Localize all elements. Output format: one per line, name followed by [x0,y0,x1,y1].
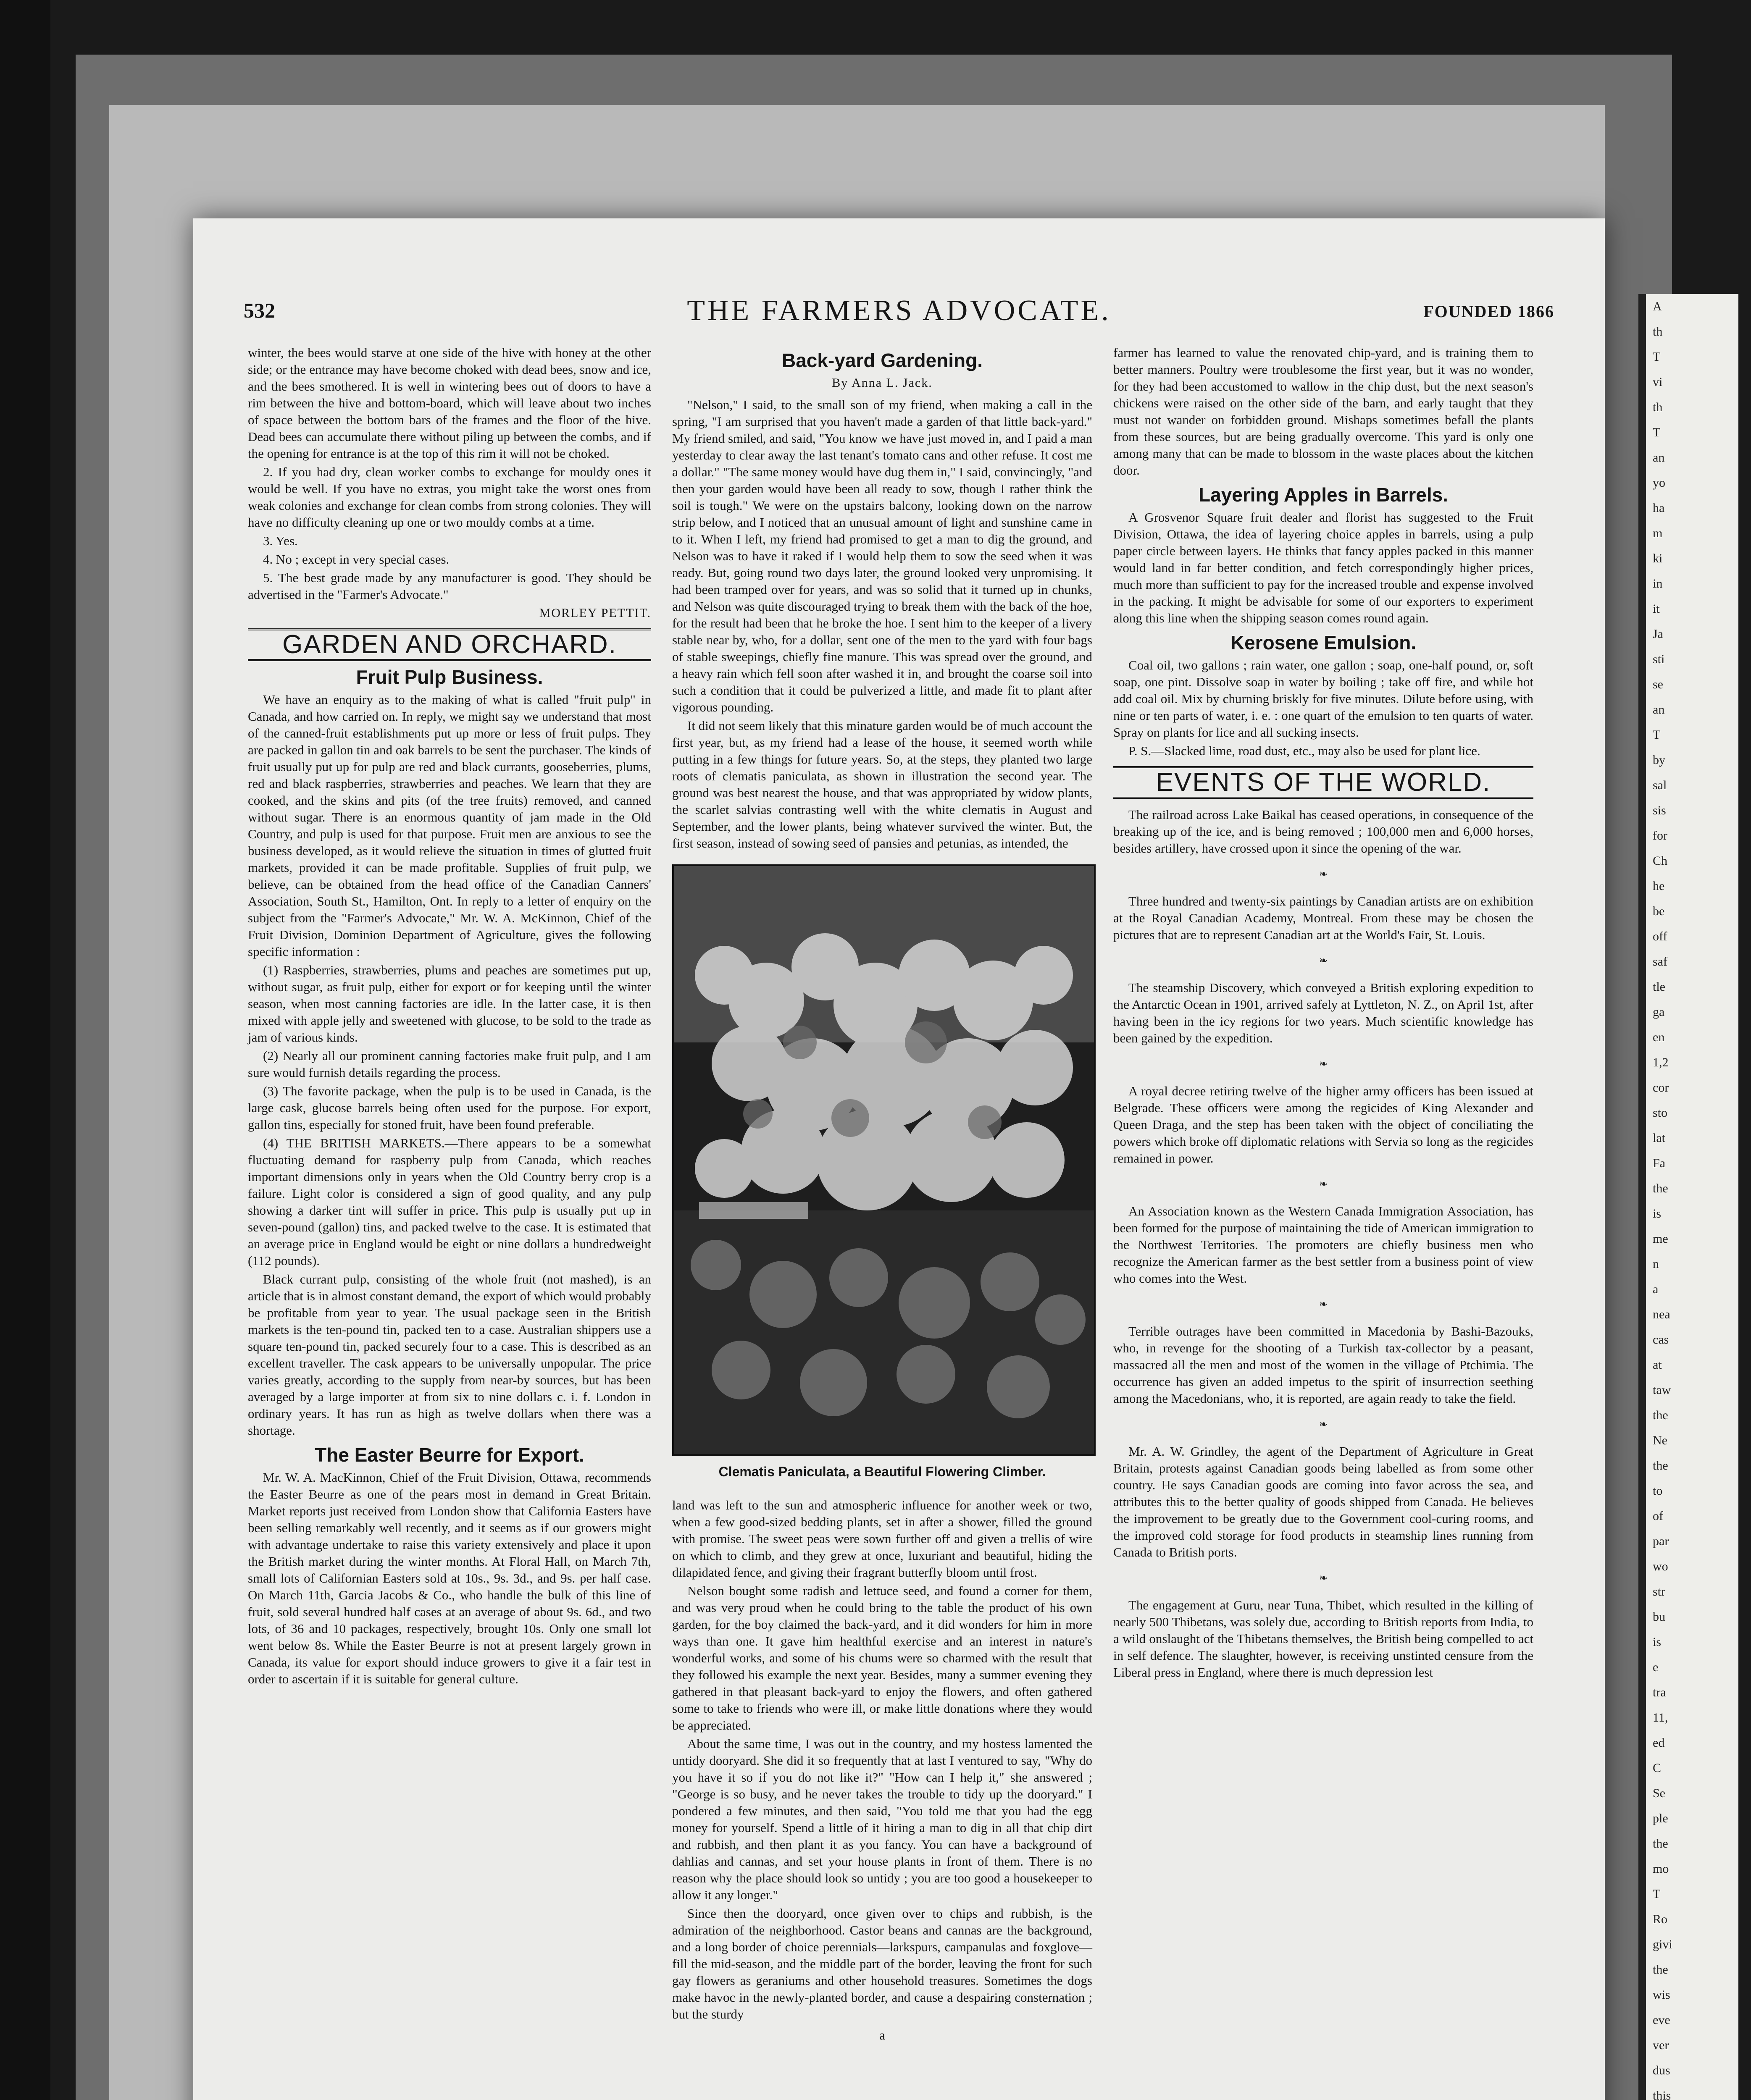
strip-fragment: T [1653,425,1661,439]
event-item: The steamship Discovery, which conveyed a British exploring expedition to the Antarctic Ocean in 1901, arrived safely at Lyttleton, N. Z., on April 1st, after having been in the icy regions for two years. Much scientific knowledge has been gained by the expedition. [1113,980,1533,1045]
article-heading: The Easter Beurre for Export. [315,1444,584,1466]
article-heading: Layering Apples in Barrels. [1199,484,1448,506]
strip-fragment: ple [1653,1811,1668,1825]
strip-fragment: ed [1653,1736,1665,1750]
strip-fragment: nea [1653,1307,1670,1321]
strip-fragment: it [1653,602,1660,616]
strip-fragment: bu [1653,1610,1665,1624]
strip-fragment: at [1653,1358,1662,1372]
article-paragraph: land was left to the sun and atmospheric influence for another week or two, when a few good-sized bedding plants, set in after a shower, filled the ground with promise. The sweet peas were sown further off and given a trellis of wire on which to climb, and they grew at once, luxuriant and beautiful, hiding the dilapidated fence, and giving their fragrant butterfly bloom until frost. [672,1498,1092,1580]
strip-fragment: by [1653,753,1665,767]
article-paragraph: Nelson bought some radish and lettuce seed, and found a corner for them, and was very proud when he could bring to the table the product of his own garden, for the boy claimed the back-yard, and it did wonders for him in more ways than one. It gave him healthful exercise and an interest in nature's wonderful works, and some of his chums were so charmed with the result that they followed his example the next year. Besides, many a summer evening they gathered in that pleasant back-yard to enjoy the flowers, and often gathered some to take to friends who were ill, or make little donations where they would be appreciated. [672,1583,1092,1732]
separator-ornament: ❧ [1319,956,1328,966]
article-paragraph: winter, the bees would starve at one side of the hive with honey at the other side; or the entrance may have become choked with dead bees, snow and ice, and the bees smothered. It is well in wintering bees out of doors to have a rim between the hive and bottom-board, which will leave about two inches of space between the bottom bars of the frames and the floor of the hive. Dead bees can accumulate there without piling up between the combs, and if the opening for entrance is at the top of this rim it will not be choked. [248,345,651,461]
article-paragraph: (3) The favorite package, when the pulp is to be used in Canada, is the large cask, glucose barrels being often used for the purpose. For export, gallon tins, especially for stoned fruit, have been found preferable. [248,1084,651,1132]
page-footer-mark: a [879,2028,885,2042]
strip-fragment: se [1653,677,1663,691]
strip-fragment: th [1653,325,1663,339]
strip-fragment: Ja [1653,627,1663,641]
strip-fragment: tra [1653,1685,1666,1699]
strip-fragment: e [1653,1660,1659,1674]
strip-fragment: is [1653,1207,1662,1221]
strip-fragment: off [1653,929,1667,943]
strip-fragment: str [1653,1585,1665,1599]
event-item: The railroad across Lake Baikal has ceased operations, in consequence of the breaking up of the ice, and is being removed ; 100,000 men and 6,000 horses, besides artillery, have crossed upon it since the opening of the war. [1113,807,1533,856]
strip-fragment: for [1653,829,1667,843]
strip-fragment: tle [1653,980,1665,994]
strip-fragment: givi [1653,1937,1672,1951]
adjacent-page-strip [1638,294,1738,2100]
article-paragraph: We have an enquiry as to the making of what is called "fruit pulp" in Canada, and how carried on. In reply, we might say we understand that most of the canned-fruit establishments put up more or less of fruit pulps. They are packed in gallon tin and oak barrels to be sent the purchaser. The kinds of fruit usually put up for pulp are red and black currants, gooseberries, plums, red and black raspberries, strawberries and peaches. We learn that they are cooked, and the skins and pits (of the tree fruits) removed, and canned without sugar. There is an enormous quantity of jam made in the Old Country, and pulp is used for that purpose. Fruit men are anxious to see the business developed, as it would relieve the situation in times of glutted fruit markets, provided it can be made profitable. Supplies of fruit pulp, we believe, can be obtained from the head office of the Canadian Canners' Association, South St., Hamilton, Ont. In reply to a letter of enquiry on the subject from the "Farmer's Advocate," Mr. W. A. McKinnon, Chief of the Fruit Division, Dominion Department of Agriculture, gives the following specific information : [248,692,651,959]
event-item: An Association known as the Western Canada Immigration Association, has been formed for the purpose of maintaining the tide of American immigration to the Northwest Territories. The promoters are chiefly business men who recognize the American farmer as the best settler from a business point of view who comes into the West. [1113,1204,1533,1286]
separator-ornament: ❧ [1319,1059,1328,1070]
section-heading-garden: GARDEN AND ORCHARD. [248,628,651,661]
strip-fragment: me [1653,1232,1668,1246]
masthead: THE FARMERS ADVOCATE. [687,294,1111,327]
strip-fragment: be [1653,904,1665,918]
page-number: 532 [244,299,275,322]
strip-fragment: C [1653,1761,1662,1775]
article-heading: Kerosene Emulsion. [1230,632,1417,654]
strip-fragment: ver [1653,2038,1669,2052]
strip-fragment: the [1653,1963,1668,1977]
strip-fragment: mo [1653,1862,1669,1876]
strip-fragment: Fa [1653,1156,1665,1170]
strip-fragment: saf [1653,955,1667,969]
strip-fragment: in [1653,577,1663,591]
strip-fragment: sti [1653,652,1665,666]
bee-answers [248,344,651,622]
strip-fragment: T [1653,1887,1661,1901]
event-item: Terrible outrages have been committed in Macedonia by Bashi-Bazouks, who, in revenge for the shooting of a Turkish tax-collector by a peasant, massacred all the men and most of the women in the village of Ptchimia. The occurrence has given an added impetus to the spirit of insurrection seething among the Macedonians, who, it is reported, are again ready to take the field. [1113,1324,1533,1406]
strip-fragment: the [1653,1837,1668,1851]
event-item: Mr. A. W. Grindley, the agent of the Department of Agriculture in Great Britain, protests against Canadian goods being labelled as from some other country. He says Canadian goods are coming into favor across the sea, and attributes this to the better quality of goods shipped from Canada. He believes the improvement to be greatly due to the Government cool-curing rooms, and the improved cold storage for food products in steamship lines running from Canada to British ports. [1113,1444,1533,1559]
author-signature: MORLEY PETTIT. [539,606,651,620]
article-paragraph: 5. The best grade made by any manufacturer is good. They should be advertised in the "Farmer's Advocate." [248,570,651,602]
separator-ornament: ❧ [1319,1299,1328,1310]
strip-fragment: an [1653,451,1665,465]
column-3 [1113,344,1533,1683]
strip-fragment: ha [1653,501,1665,515]
strip-fragment: cor [1653,1081,1669,1095]
strip-fragment: a [1653,1282,1659,1296]
strip-fragment: 1,2 [1653,1055,1669,1069]
strip-fragment: the [1653,1408,1668,1422]
film-edge-left [0,0,50,2100]
strip-fragment: ga [1653,1005,1665,1019]
article-paragraph: (2) Nearly all our prominent canning factories make fruit pulp, and I am sure would furnish details regarding the process. [248,1048,651,1080]
strip-fragment: par [1653,1534,1669,1548]
event-item: The engagement at Guru, near Tuna, Thibet, which resulted in the killing of nearly 500 Thibetans, was solely due, according to British reports from India, to a wild onslaught of the Thibetans themselves, the British being compelled to act in self defence. The slaughter, however, is receiving unstinted censure from the Liberal press in England, where there is much depression lest [1113,1598,1533,1680]
strip-fragment: Se [1653,1786,1665,1800]
article-paragraph: (4) THE BRITISH MARKETS.—There appears to be a somewhat fluctuating demand for raspberry pulp from Canada, which reaches important dimensions only in years when the Old Country berry crop is a failure. Light color is considered a sign of good quality, and any pulp showing a darker tint will suffer in price. This pulp is usually put up in seven-pound (gallon) tins, and packed twelve to the case. It is estimated that an average price in England would be eight or nine dollars a hundredweight (112 pounds). [248,1136,651,1268]
strip-fragment: Ne [1653,1433,1667,1447]
article-paragraph: 2. If you had dry, clean worker combs to exchange for mouldy ones it would be well. If you have no extras, you might take the worst ones from weak colonies and exchange for clean combs from strong colonies. They will have no difficulty cleaning up one or two mouldy combs at a time. [248,465,651,530]
byline: By Anna L. Jack. [832,376,933,390]
event-item: A royal decree retiring twelve of the higher army officers has been issued at Belgrade. These officers were among the regicides of King Alexander and Queen Draga, and the step has been taken with the object of conciliating the powers which broke off diplomatic relations with Servia so long as the regicides remained in power. [1113,1084,1533,1166]
article-paragraph: It did not seem likely that this minature garden would be of much account the first year, but, as my friend had a lease of the house, it seemed worth while putting in a few things for future years. So, at the steps, they planted two large roots of clematis paniculata, as shown in illustration the second year. The ground was best nearest the house, and that was appropriated by widow plants, the scarlet salvias contrasting well with the white clematis in August and September, and the lower plants, being whatever survived the winter. But, the first season, instead of sowing seed of pansies and petunias, as intended, the [672,718,1092,850]
strip-fragment: A [1653,299,1662,313]
article-paragraph: 3. Yes. [263,533,298,548]
separator-ornament: ❧ [1319,869,1328,880]
strip-fragment: en [1653,1030,1665,1044]
article-heading: Fruit Pulp Business. [356,666,543,688]
column-1 [248,344,651,1689]
article-paragraph: P. S.—Slacked lime, road dust, etc., may also be used for plant lice. [1128,743,1480,758]
newspaper-page [193,218,1605,2100]
strip-fragment: sal [1653,778,1667,792]
strip-fragment: sis [1653,803,1666,817]
article-paragraph: About the same time, I was out in the country, and my hostess lamented the untidy dooryard. She did it so frequently that at last I ventured to say, "Why do you have it so if you do not like it?" "How can I help it," she answered ; "George is so busy, and he never takes the trouble to tidy up the dooryard." I pondered a few minutes, and then said, "You told me that you had the egg money for yourself. Spend a little of it hiring a man to dig in all that chip dirt and rubbish, and then plant it as you fancy. You can have a background of dahlias and cannas, and set your house plants in front of them. There is no reason why the place should look so untidy ; you are too good a housekeeper to allow it any longer." [672,1736,1092,1902]
strip-fragment: the [1653,1181,1668,1195]
strip-fragment: lat [1653,1131,1665,1145]
separator-ornament: ❧ [1319,1179,1328,1190]
strip-fragment: taw [1653,1383,1671,1397]
event-item: Three hundred and twenty-six paintings by Canadian artists are on exhibition at the Royal Canadian Academy, Montreal. From these may be chosen the pictures that are to represent Canadian art at the World's Fair, St. Louis. [1113,894,1533,942]
separator-ornament: ❧ [1319,1419,1328,1430]
strip-fragment: m [1653,526,1663,540]
strip-fragment: of [1653,1509,1663,1523]
strip-fragment: the [1653,1459,1668,1473]
article-paragraph: Mr. W. A. MacKinnon, Chief of the Fruit Division, Ottawa, recommends the Easter Beurre as one of the pears most in demand in Great Britain. Market reports just received from London show that California Easters have been selling remarkably well recently, and it seems as if our growers might with advantage undertake to raise this variety extensively and place it upon the British market during the winter months. At Floral Hall, on March 7th, small lots of Californian Easters sold at 10s., 9s. 3d., and 9s. per half case. On March 11th, Garcia Jacobs & Co., who handle the bulk of this line of fruit, sold several hundred half cases at an average of about 9s. 6d., and two lots, of 36 and 10 packages, respectively, brought 10s. Only one small lot went below 8s. While the Easter Beurre is not at present largely grown in Canada, its value for export should induce growers to give it a fair test in order to ascertain if it is suitable for general culture. [248,1470,651,1686]
article-paragraph: A Grosvenor Square fruit dealer and florist has suggested to the Fruit Division, Ottawa, the idea of layering choice apples in barrels, using a pulp paper circle between layers. He thinks that fancy apples packed in this manner would land in far better condition, and fetch correspondingly higher prices, much more than sufficient to pay for the increased trouble and expense involved in the packing. It might be advisable for some of our exporters to experiment along this line when the shipping season comes round again. [1113,510,1533,625]
founded-line: FOUNDED 1866 [1423,302,1554,321]
strip-fragment: wo [1653,1559,1668,1573]
article-paragraph: Black currant pulp, consisting of the whole fruit (not mashed), is an article that is in almost constant demand, the export of which would probably be profitable from year to year. The usual package seen in the British markets is the ten-pound tin, packed ten to a case. Australian shippers use a square ten-pound tin, packed securely four to a case. This is described as an excellent traveller. The cask appears to be universally unpopular. The price varies greatly, according to the supply from near-by sources, but has been averaged by a large importer at from six to nine dollars c. i. f. London in ordinary years. It has run as high as twelve dollars when there was a shortage. [248,1272,651,1438]
events-list [1113,806,1533,1681]
strip-fragment: sto [1653,1106,1668,1120]
strip-fragment: 11, [1653,1711,1668,1725]
column-2 [672,344,1092,2044]
strip-fragment: T [1653,350,1661,364]
strip-fragment: to [1653,1484,1663,1498]
article-paragraph: "Nelson," I said, to the small son of my friend, when making a call in the spring, "I am surprised that you haven't made a garden of that little back-yard." My friend smiled, and said, "You know we have just moved in, and I paid a man yesterday to clear away the last tenant's tomato cans and other refuse. It cost me a dollar." "The same money would have dug them in," I said, convincingly, "and then your garden would have been all ready to sow, though I rather think the soil is tough." We were on the upstairs balcony, looking down on the narrow strip below, and I noticed that an unusual amount of light and sunshine came in to it. When I left, my friend had promised to get a man to dig the ground, and Nelson was to have it raked if I would help them to sow the seed when it was ready. But, going round two days later, the ground looked very unpromising. It had been tramped over for years, and was so solid that it turned up in chunks, and Nelson was quite discouraged trying to break them with the back of the hoe, for the result had been that he broke the hoe. I sent him to the keeper of a livery stable near by, who, for a dollar, sent one of the men to the yard with four bags of stable sweepings, chiefly fine manure. This was spread over the ground, and a heavy rain which fell soon after washed it in, and brought the coarse soil into such a condition that it could be pulverized a little, and made fit to plant after vigorous pounding. [672,397,1092,714]
page-header [244,294,1554,332]
strip-fragment: ki [1653,551,1663,565]
article-heading: Back-yard Gardening. [781,349,983,371]
strip-fragment: is [1653,1635,1662,1649]
strip-fragment: vi [1653,375,1663,389]
strip-fragment: this [1653,2089,1671,2100]
clematis-photograph [672,864,1096,1456]
strip-fragment: eve [1653,2013,1670,2027]
strip-fragment: n [1653,1257,1659,1271]
photo-illustration [674,866,1094,1454]
separator-ornament: ❧ [1319,1573,1328,1584]
section-heading-events: EVENTS OF THE WORLD. [1113,766,1533,799]
photo-caption: Clematis Paniculata, a Beautiful Flowering Climber. [718,1464,1046,1479]
article-paragraph: Coal oil, two gallons ; rain water, one gallon ; soap, one-half pound, or, soft soap, one pint. Dissolve soap in water by boiling ; take off fire, and while hot add coal oil. Mix by churning briskly for five minutes. Dilute before using, with nine or ten parts of water, i. e. : one quart of the emulsion to ten quarts of water. Spray on plants for lice and all sucking insects. [1113,658,1533,740]
strip-fragment: an [1653,703,1665,717]
article-paragraph: (1) Raspberries, strawberries, plums and peaches are sometimes put up, without sugar, as fruit pulp, either for export or for keeping until the winter season, when most canning factories are idle. In the latter case, it is then mixed with apple jelly and sweetened with glucose, to be sold to the trade as jam of various kinds. [248,963,651,1045]
article-paragraph: farmer has learned to value the renovated chip-yard, and is training them to better manners. Poultry were troublesome the first year, but it was no wonder, for they had been accustomed to wallow in the chip dust, but the next season's chickens were raised on the other side of the barn, and early taught that they must not wander on forbidden ground. Mishaps sometimes befall the plants from these sources, but are being gradually overcome. This yard is only one among many that can be made to blossom in the waste places about the kitchen door. [1113,345,1533,478]
strip-fragment: th [1653,400,1663,414]
strip-fragment: wis [1653,1988,1670,2002]
strip-fragment: cas [1653,1333,1669,1347]
article-paragraph: 4. No ; except in very special cases. [263,552,450,567]
strip-fragment: Ro [1653,1912,1668,1926]
strip-fragment: Ch [1653,854,1668,868]
article-paragraph: Since then the dooryard, once given over to chips and rubbish, is the admiration of the neighborhood. Castor beans and cannas are the background, and a long border of choice perennials—larkspurs, campanulas and foxglove—fill the mid-season, and the middle part of the border, leaving the front for such gay flowers as geraniums and other household treasures. Sometimes the dogs make havoc in the newly-planted border, and cause a despairing consternation ; but the sturdy [672,1906,1092,2021]
strip-fragment: he [1653,879,1665,893]
strip-fragment: yo [1653,476,1665,490]
strip-fragment: dus [1653,2063,1670,2077]
strip-fragment: T [1653,728,1661,742]
